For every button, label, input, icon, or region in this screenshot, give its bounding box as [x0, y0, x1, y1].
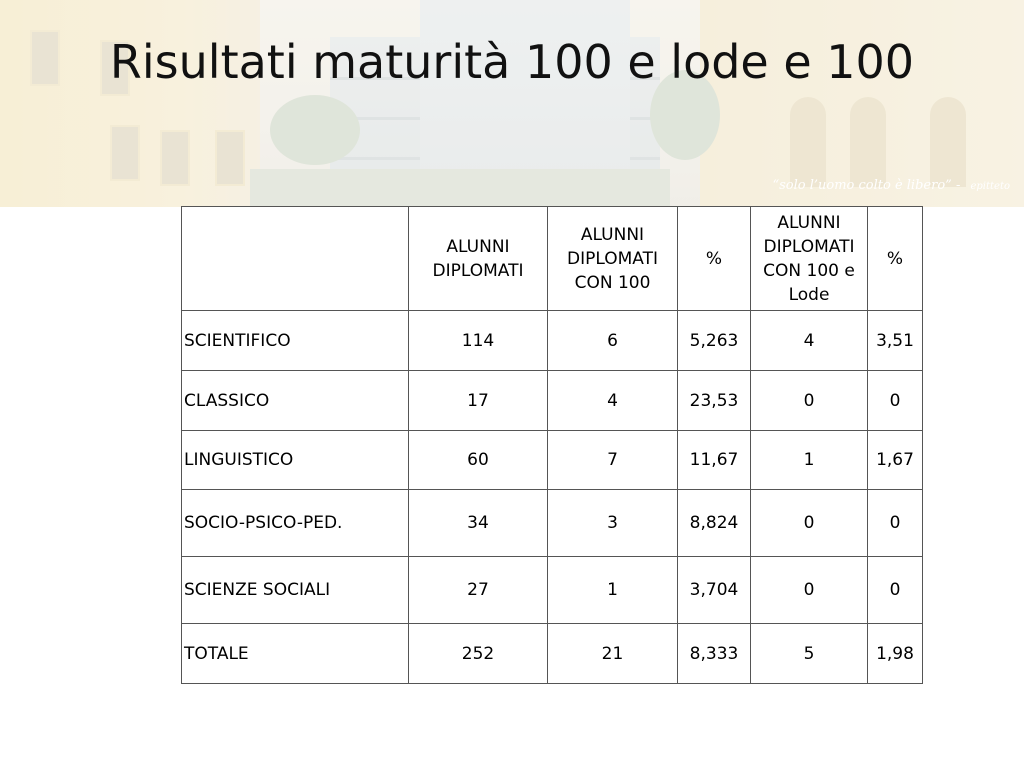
table-row	[182, 490, 923, 557]
motto-author: epitteto	[970, 181, 1010, 192]
motto-quote: “solo l’uomo colto è libero”	[772, 178, 952, 193]
table-row	[182, 557, 923, 624]
lode-cell: 0	[751, 490, 868, 557]
percent-lode-cell: 0	[868, 371, 923, 431]
con-100-cell: 3	[548, 490, 678, 557]
percent-lode-cell: 3,51	[868, 311, 923, 371]
diplomati-cell: 17	[409, 371, 548, 431]
table-row	[182, 624, 923, 684]
con-100-cell: 6	[548, 311, 678, 371]
table-row	[182, 431, 923, 490]
lode-cell: 4	[751, 311, 868, 371]
header-background-photo	[0, 0, 1024, 207]
header-cell-diplomati: ALUNNI DIPLOMATI	[409, 207, 548, 311]
slide-title: Risultati maturità 100 e lode e 100	[109, 35, 915, 89]
con-100-cell: 4	[548, 371, 678, 431]
percent-lode-cell: 1,67	[868, 431, 923, 490]
percent-100-cell: 23,53	[678, 371, 751, 431]
percent-100-cell: 8,333	[678, 624, 751, 684]
percent-lode-cell: 0	[868, 557, 923, 624]
results-table	[181, 206, 923, 684]
row-name-cell: TOTALE	[182, 624, 409, 684]
lode-cell: 0	[751, 557, 868, 624]
header-cell-con-100-lode: ALUNNI DIPLOMATI CON 100 e Lode	[751, 207, 868, 311]
row-name-cell: SCIENZE SOCIALI	[182, 557, 409, 624]
lode-cell: 5	[751, 624, 868, 684]
table-header-row	[182, 207, 923, 311]
diplomati-cell: 60	[409, 431, 548, 490]
percent-lode-cell: 1,98	[868, 624, 923, 684]
percent-100-cell: 3,704	[678, 557, 751, 624]
header-cell-percent-100: %	[678, 207, 751, 311]
header-cell-con-100: ALUNNI DIPLOMATI CON 100	[548, 207, 678, 311]
lode-cell: 1	[751, 431, 868, 490]
header-cell-category	[182, 207, 409, 311]
row-name-cell: CLASSICO	[182, 371, 409, 431]
con-100-cell: 7	[548, 431, 678, 490]
percent-100-cell: 11,67	[678, 431, 751, 490]
table-row	[182, 371, 923, 431]
diplomati-cell: 114	[409, 311, 548, 371]
table-row	[182, 311, 923, 371]
header-fade-overlay	[0, 0, 1024, 207]
diplomati-cell: 34	[409, 490, 548, 557]
motto-caption	[772, 178, 1010, 193]
header-cell-percent-lode: %	[868, 207, 923, 311]
percent-lode-cell: 0	[868, 490, 923, 557]
percent-100-cell: 5,263	[678, 311, 751, 371]
percent-100-cell: 8,824	[678, 490, 751, 557]
diplomati-cell: 252	[409, 624, 548, 684]
motto-separator: -	[955, 178, 961, 193]
row-name-cell: SCIENTIFICO	[182, 311, 409, 371]
row-name-cell: SOCIO-PSICO-PED.	[182, 490, 409, 557]
con-100-cell: 1	[548, 557, 678, 624]
diplomati-cell: 27	[409, 557, 548, 624]
lode-cell: 0	[751, 371, 868, 431]
row-name-cell: LINGUISTICO	[182, 431, 409, 490]
con-100-cell: 21	[548, 624, 678, 684]
